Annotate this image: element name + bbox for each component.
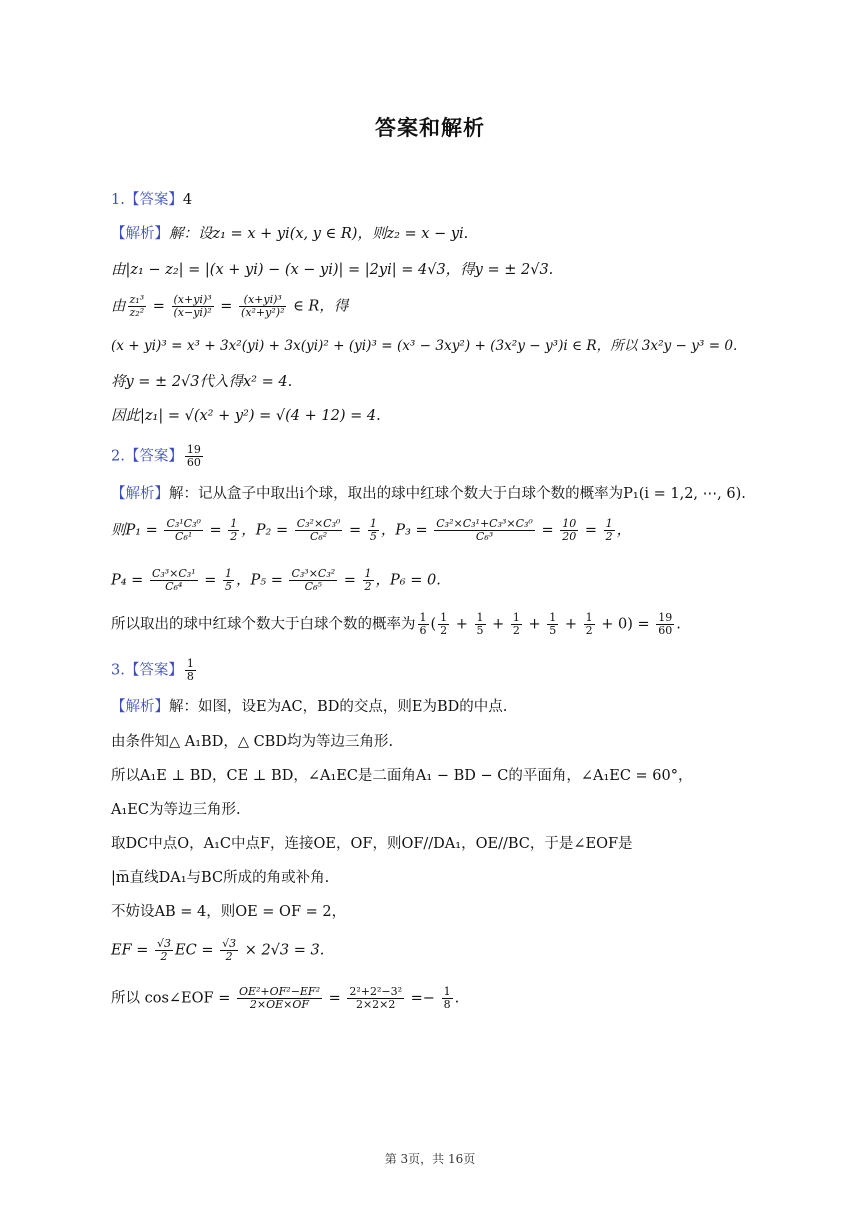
q3-l9-b: = [323,990,346,1007]
q2-number: 2. [111,448,125,465]
q2-l4-d: + [487,616,509,633]
q2-fraction-numerator: C₃²×C₃⁰ [296,517,341,530]
q2-answer-denominator: 60 [186,456,201,469]
q1-answer-tag: 【答案】 [124,192,183,208]
q1-fraction [239,294,286,319]
q2-fraction-denominator: 2 [585,624,593,637]
q2-fraction [584,612,595,637]
q2-fraction-denominator: 60 [658,624,673,637]
q2-l4-b: ( [430,616,437,633]
q2-fraction [434,518,535,543]
q3-fraction [237,986,322,1011]
q2-l2-g: = [580,522,602,539]
q2-fraction [164,518,202,543]
q2-l2-h: ， [616,522,632,539]
q2-fraction [363,568,374,593]
q2-fraction-denominator: 5 [225,580,233,593]
q3-analysis-line-2: 由条件知△ A₁BD，△ CBD均为等边三角形. [111,734,394,750]
q1-fraction-denominator: (x−yi)² [173,306,212,319]
q3-analysis-line-4: A₁EC为等边三角形. [111,802,241,818]
q2-fraction-denominator: 2 [440,624,448,637]
q3-fraction-numerator: 2²+2²−3² [349,985,403,998]
q2-fraction-numerator: 1 [419,611,427,624]
q2-analysis-line-4 [111,612,681,637]
q2-fraction [295,518,343,543]
q2-fraction-denominator: C₆² [309,530,328,543]
q2-fraction-denominator: 2 [605,530,613,543]
q1-fraction-numerator: (x+yi)³ [173,293,212,306]
q1-l3-eq2: = [215,298,238,315]
q2-fraction-numerator: 1 [364,567,372,580]
q2-answer-tag: 【答案】 [124,448,183,465]
q1-fraction-denominator: (x²+y²)² [241,306,285,319]
q3-l9-d: . [454,990,460,1007]
q2-l3-b: = [199,572,222,589]
q2-answer-fraction [185,444,203,469]
q2-fraction-numerator: 1 [512,611,520,624]
q3-fraction-denominator: 8 [443,998,451,1011]
q2-answer-line [111,444,205,469]
q2-l2-f: = [536,522,559,539]
q2-answer-numerator: 19 [186,443,201,456]
q2-fraction-numerator: 1 [605,517,613,530]
q2-fraction-numerator: 10 [562,517,577,530]
q2-fraction-denominator: 20 [562,530,577,543]
q2-fraction [223,568,234,593]
q2-fraction [560,518,578,543]
q2-fraction [289,568,337,593]
q2-fraction-numerator: 1 [585,611,593,624]
q2-analysis-tag: 【解析】 [111,486,169,502]
q3-l9-c: =− [406,990,440,1007]
q2-analysis-line-1 [111,484,746,504]
q1-fraction-numerator: (x+yi)³ [239,294,286,307]
q2-fraction-denominator: C₆⁵ [304,580,322,593]
q2-fraction-numerator: 1 [549,611,557,624]
q2-l2-d: = [344,522,366,539]
q3-l8-a: EF = [111,942,154,959]
q3-fraction [442,986,453,1011]
q3-fraction [347,986,404,1011]
q1-fraction-numerator: z₁³ [129,293,145,306]
q2-fraction-numerator: C₃³×C₃¹ [151,567,196,580]
q3-analysis-line-5: 取DC中点O，A₁C中点F，连接OE，OF，则OF//DA₁，OE//BC，于是∠EOF是 [111,836,633,852]
q1-analysis-tag: 【解析】 [111,226,169,242]
q2-l4-g: + 0) = [596,616,655,633]
q3-analysis-line-7: 不妨设AB = 4，则OE = OF = 2， [111,904,347,920]
q1-analysis-line-6: 因此|z₁| = √(x² + y²) = √(4 + 12) = 4. [111,408,381,424]
q3-answer-fraction [185,658,196,683]
q2-fraction [150,568,198,593]
q3-fraction-denominator: 2 [225,950,233,963]
q2-l4-f: + [560,616,582,633]
q1-l3-eq1: = [148,298,170,315]
q2-l4-c: + [451,616,473,633]
q2-fraction [547,612,558,637]
q2-l2-a: 则P₁ = [111,522,163,539]
q2-l3-e: ，P₆ = 0. [375,572,441,589]
q2-l3-d: = [339,572,361,589]
q3-answer-line [111,658,198,683]
q2-fraction [228,518,239,543]
q2-fraction [368,518,379,543]
q2-fraction [604,518,615,543]
q3-number: 3. [111,662,125,679]
q2-fraction-denominator: 2 [230,530,238,543]
page-title: 答案和解析 [375,116,485,140]
q2-l4-h: . [676,616,681,633]
q1-analysis-line-4: (x + yi)³ = x³ + 3x²(yi) + 3x(yi)² + (yi)³ = (x³ − 3xy²) + (3x²y − y³)i ∈ R，所以 3x²y − y³ = 0. [111,338,738,354]
q2-fraction-denominator: 5 [369,530,377,543]
q3-answer-denominator: 8 [186,670,194,683]
q2-l3-a: P₄ = [111,572,148,589]
q2-l4-a: 所以取出的球中红球个数大于白球个数的概率为 [111,616,416,633]
q1-analysis-line-5: 将y = ± 2√3代入得x² = 4. [111,374,293,390]
q3-text: 解：如图，设E为AC，BD的交点，则E为BD的中点. [169,699,508,715]
q2-l2-e: ，P₃ = [380,522,433,539]
q1-analysis-line-1 [111,224,468,244]
q2-l4-e: + [523,616,546,633]
q1-analysis-line-2: 由|z₁ − z₂| = |(x + yi) − (x − yi)| = |2yi| = 4√3，得y = ± 2√3. [111,262,554,278]
q2-fraction-numerator: 1 [230,517,238,530]
q3-l9-a: 所以 cos∠EOF = [111,990,235,1007]
q1-answer-value: 4 [182,192,193,208]
q3-analysis-line-1 [111,697,507,717]
q3-fraction-denominator: 2×OE×OF [249,998,310,1011]
q2-fraction-numerator: C₃¹C₃⁰ [166,517,201,530]
q3-analysis-line-8 [111,938,324,963]
q3-answer-numerator: 1 [186,657,194,670]
q3-fraction-denominator: 2×2×2 [355,998,396,1011]
q2-fraction-numerator: C₃²×C₃¹+C₃³×C₃⁰ [436,517,533,530]
q2-fraction-denominator: 2 [364,580,372,593]
q1-l3-post: ∈ R，得 [288,298,349,315]
q3-fraction-numerator: OE²+OF²−EF² [238,985,320,998]
q3-analysis-tag: 【解析】 [111,699,169,715]
q3-fraction [155,938,173,963]
q2-fraction [475,612,486,637]
q1-number: 1. [111,192,125,208]
q1-answer-line [111,190,192,210]
q2-fraction-denominator: 5 [549,624,557,637]
q3-analysis-line-6: |m̅直线DA₁与BC所成的角或补角. [111,870,330,886]
q2-fraction-numerator: 19 [658,611,673,624]
q3-l8-c: × 2√3 = 3. [240,942,325,959]
q3-fraction-numerator: √3 [157,937,172,950]
q2-text: 解：记从盒子中取出i个球，取出的球中红球个数大于白球个数的概率为P₁(i = 1,2, ⋯, 6). [169,486,746,502]
q1-analysis-line-3 [111,294,348,319]
page-footer: 第 3页，共 16页 [384,1152,476,1166]
q1-l3-pre: 由 [111,298,126,315]
q3-analysis-line-9 [111,986,459,1011]
q2-fraction [438,612,449,637]
q3-l8-b: EC = [175,942,219,959]
q3-fraction-numerator: √3 [222,937,237,950]
q2-fraction-numerator: C₃³×C₃² [291,567,336,580]
q2-analysis-line-2 [111,518,631,543]
q2-fraction-numerator: 1 [440,611,448,624]
q2-fraction-denominator: 2 [512,624,520,637]
q2-fraction [418,612,429,637]
q3-fraction-numerator: 1 [443,985,451,998]
q1-text: 解：设z₁ = x + yi(x, y ∈ R)，则z₂ = x − yi. [169,226,469,242]
q3-analysis-line-3: 所以A₁E ⊥ BD，CE ⊥ BD，∠A₁EC是二面角A₁ − BD − C的平面角，∠A₁EC = 60°， [111,768,693,784]
q1-fraction [128,294,147,319]
q2-l2-b: = [204,522,227,539]
q2-analysis-line-3 [111,568,441,593]
q3-fraction [220,938,238,963]
q1-fraction-denominator: z₂² [129,306,145,319]
q2-fraction-numerator: 1 [476,611,484,624]
q2-fraction-denominator: 5 [476,624,484,637]
q2-fraction-numerator: 1 [369,517,377,530]
q2-l2-c: ，P₂ = [241,522,293,539]
q1-fraction [172,294,214,319]
q2-fraction-denominator: C₆⁴ [165,580,183,593]
q2-fraction-denominator: C₆³ [475,530,494,543]
q2-fraction-denominator: 6 [419,624,427,637]
q3-answer-tag: 【答案】 [124,662,183,679]
q2-fraction-denominator: C₆¹ [175,530,193,543]
q2-fraction [511,612,522,637]
q3-fraction-denominator: 2 [160,950,168,963]
q2-l3-c: ，P₅ = [236,572,288,589]
q2-fraction-numerator: 1 [225,567,233,580]
q2-fraction [656,612,674,637]
